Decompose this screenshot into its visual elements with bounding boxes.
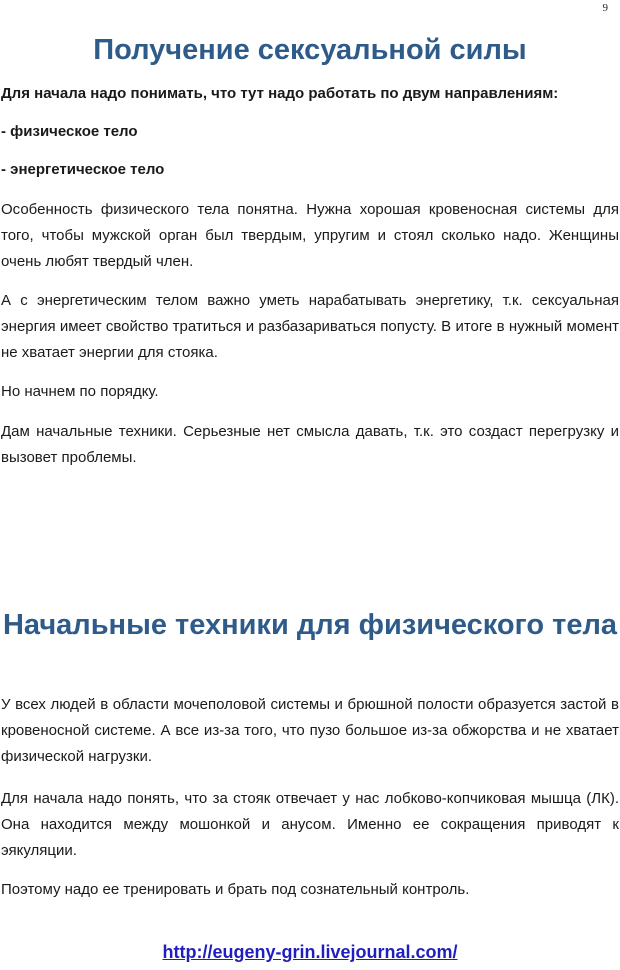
footer-blog-link[interactable]: http://eugeny-grin.livejournal.com/ xyxy=(162,942,458,962)
list-item-energy-body: - энергетическое тело xyxy=(1,161,165,178)
intro-paragraph: Для начала надо понимать, что тут надо работать по двум направлениям: xyxy=(1,85,559,102)
paragraph-pc-muscle: Для начала надо понять, что за стояк отвечает у нас лобково-копчиковая мышца (ЛК). Она находится между мошонкой и анусом. Именно ее сокращения приводят к эякуляции. xyxy=(1,790,619,859)
page-number: 9 xyxy=(602,2,608,14)
paragraph-training: Поэтому надо ее тренировать и брать под сознательный контроль. xyxy=(1,881,470,898)
section-title-initial-techniques: Начальные техники для физического тела xyxy=(2,609,617,641)
section-title-sexual-strength: Получение сексуальной силы xyxy=(93,34,527,66)
paragraph-stagnation: У всех людей в области мочеполовой системы и брюшной полости образуется застой в кровеносной системе. А все из-за того, что пузо большое из-за обжорства и не хватает физической нагрузки. xyxy=(1,696,619,765)
paragraph-in-order: Но начнем по порядку. xyxy=(1,383,159,400)
list-item-physical-body: - физическое тело xyxy=(1,123,138,140)
paragraph-physical-body: Особенность физического тела понятна. Нужна хорошая кровеносная системы для того, чтобы мужской орган был твердым, упругим и стоял сколько надо. Женщины очень любят твердый член. xyxy=(1,201,619,270)
paragraph-energy-body: А с энергетическим телом важно уметь нарабатывать энергетику, т.к. сексуальная энергия имеет свойство тратиться и разбазариваться попусту. В итоге в нужный момент не хватает энергии для стояка. xyxy=(1,292,619,361)
paragraph-initial-techniques: Дам начальные техники. Серьезные нет смысла давать, т.к. это создаст перегрузку и вызовет проблемы. xyxy=(1,423,619,466)
